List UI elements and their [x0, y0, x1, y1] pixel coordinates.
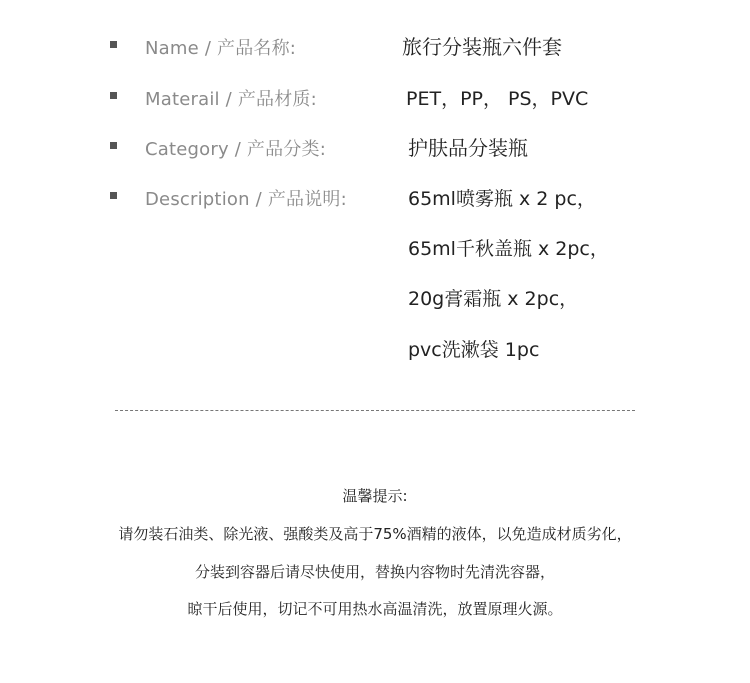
bullet-icon	[110, 192, 117, 199]
dashed-divider	[115, 410, 635, 411]
description-line: 20g膏霜瓶 x 2pc，	[408, 288, 579, 310]
bullet-icon	[110, 92, 117, 99]
bullet-icon	[110, 41, 117, 48]
description-label: Description / 产品说明:	[145, 189, 347, 210]
category-label: Category / 产品分类:	[145, 139, 326, 160]
spec-row-description	[0, 181, 750, 211]
category-value: 护肤品分装瓶	[408, 136, 528, 160]
description-line: 65ml千秋盖瓶 x 2pc，	[408, 238, 609, 260]
name-value: 旅行分装瓶六件套	[402, 35, 562, 59]
material-value: PET，PP， PS，PVC	[406, 88, 589, 110]
description-line: 65ml喷雾瓶 x 2 pc，	[408, 188, 596, 210]
tips-title: 温馨提示:	[342, 487, 408, 505]
spec-row-material	[0, 81, 750, 111]
tips-line: 请勿装石油类、除光液、强酸类及高于75%酒精的液体，以免造成材质劣化，	[118, 525, 632, 543]
material-label: Materail / 产品材质:	[145, 89, 317, 110]
name-label: Name / 产品名称:	[145, 38, 297, 59]
spec-row-name	[0, 30, 750, 60]
tips-line: 晾干后使用，切记不可用热水高温清洗，放置原理火源。	[187, 600, 563, 618]
tips-line: 分装到容器后请尽快使用，替换内容物时先清洗容器，	[194, 563, 555, 581]
description-line: pvc洗漱袋 1pc	[408, 339, 540, 361]
spec-row-category	[0, 131, 750, 161]
bullet-icon	[110, 142, 117, 149]
